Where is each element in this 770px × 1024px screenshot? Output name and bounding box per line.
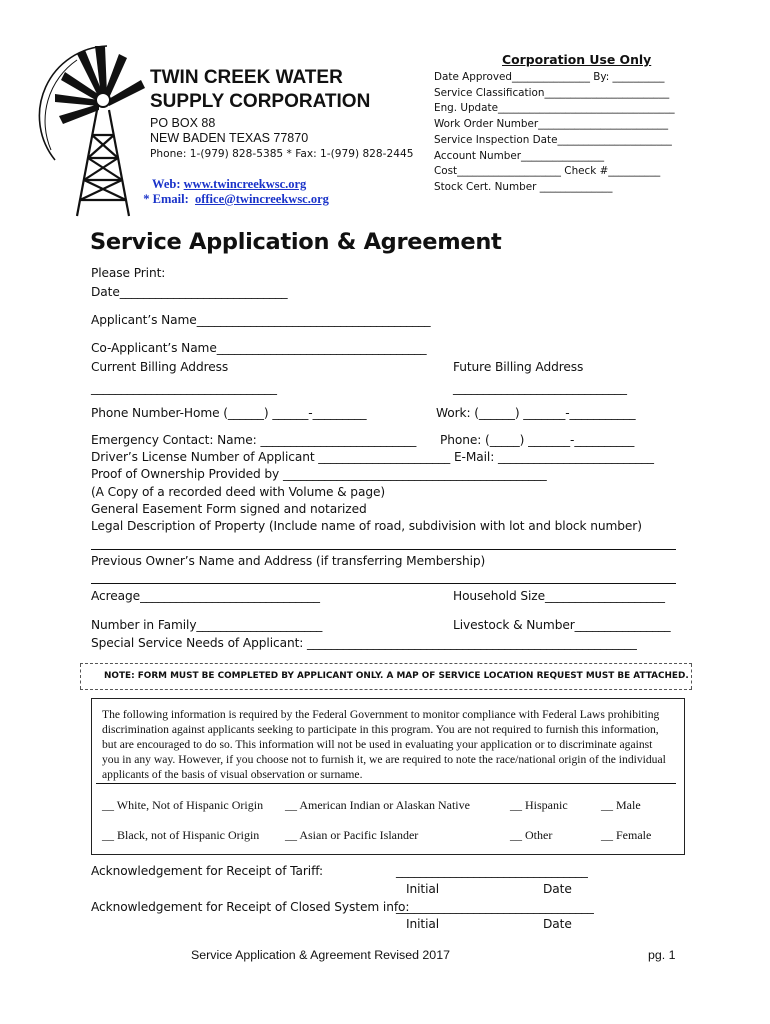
number-in-family-field[interactable]: Number in Family_____________________: [91, 618, 323, 632]
note-text: NOTE: FORM MUST BE COMPLETED BY APPLICANT ONLY. A MAP OF SERVICE LOCATION REQUEST MUST BE ATTACHED.: [104, 671, 689, 681]
org-po-box: PO BOX 88: [150, 116, 216, 130]
special-needs-field[interactable]: Special Service Needs of Applicant: _______________________________________________________: [91, 636, 637, 650]
livestock-field[interactable]: Livestock & Number________________: [453, 618, 671, 632]
org-name-line2: SUPPLY CORPORATION: [150, 91, 371, 112]
federal-info-text: The following information is required by the Federal Government to monitor compliance with Federal Laws prohibiting discrimination against applicants seeking to participate in this program. You are not required to furnish this information, but are encouraged to do so. This information will not be used in evaluating your application or to discriminate against you in any way. However, if you choose not to furnish it, we are required to note the race/national origin of the individual applicants of the basis of visual observation or surname.: [102, 708, 666, 781]
ack-tariff-initial-label: Initial: [406, 882, 440, 896]
corp-use-line: Service Inspection Date______________________: [434, 134, 672, 146]
corp-use-line: Service Classification________________________: [434, 87, 670, 99]
corp-use-line: Account Number________________: [434, 150, 605, 162]
corp-use-title: Corporation Use Only: [502, 52, 652, 67]
future-billing-label: Future Billing Address: [453, 360, 584, 374]
logo: [28, 22, 148, 200]
note-banner: [80, 663, 692, 690]
drivers-license-field[interactable]: Driver’s License Number of Applicant ______________________ E-Mail: __________________________: [91, 450, 654, 464]
option-american-indian[interactable]: __ American Indian or Alaskan Native: [285, 798, 470, 812]
please-print-label: Please Print:: [91, 266, 166, 280]
corp-use-line: Date Approved_______________ By: __________: [434, 71, 665, 83]
option-black[interactable]: __ Black, not of Hispanic Origin: [102, 828, 260, 842]
future-billing-field[interactable]: _____________________________: [453, 381, 627, 395]
emergency-contact-field[interactable]: Emergency Contact: Name: __________________________: [91, 433, 417, 447]
option-female[interactable]: __ Female: [601, 828, 652, 842]
legal-description-line[interactable]: [91, 549, 676, 550]
deed-copy-label: (A Copy of a recorded deed with Volume & page): [91, 485, 386, 499]
ack-closed-field[interactable]: _________________________________: [396, 900, 594, 914]
federal-divider: [96, 783, 676, 784]
org-city: NEW BADEN TEXAS 77870: [150, 131, 309, 145]
ack-tariff-field[interactable]: ________________________________: [396, 864, 588, 878]
ack-closed-label: Acknowledgement for Receipt of Closed System info:: [91, 900, 410, 914]
org-web-label: Web:: [152, 177, 184, 191]
previous-owner-label: Previous Owner’s Name and Address (if transferring Membership): [91, 554, 486, 568]
co-applicant-name-field[interactable]: Co-Applicant’s Name___________________________________: [91, 341, 427, 355]
ack-closed-initial-label: Initial: [406, 917, 440, 931]
household-size-field[interactable]: Household Size____________________: [453, 589, 665, 603]
current-billing-label: Current Billing Address: [91, 360, 229, 374]
option-hispanic[interactable]: __ Hispanic: [510, 798, 568, 812]
org-web-link[interactable]: www.twincreekwsc.org: [183, 177, 307, 191]
corp-use-line: Cost____________________ Check #__________: [434, 165, 661, 177]
corp-use-line: Work Order Number_________________________: [434, 118, 669, 130]
org-name-line1: TWIN CREEK WATER: [150, 67, 343, 88]
corp-use-line: Stock Cert. Number ______________: [434, 181, 613, 193]
phone-home-field[interactable]: Phone Number-Home (______) ______-_________: [91, 406, 367, 420]
ack-tariff-date-label: Date: [543, 882, 572, 896]
org-email-row: [137, 177, 329, 207]
option-male[interactable]: __ Male: [601, 798, 641, 812]
option-white[interactable]: __ White, Not of Hispanic Origin: [102, 798, 264, 812]
org-email-link[interactable]: office@twincreekwsc.org: [194, 192, 329, 206]
proof-ownership-field[interactable]: Proof of Ownership Provided by ____________________________________________: [91, 467, 547, 481]
acreage-field[interactable]: Acreage______________________________: [91, 589, 320, 603]
emergency-phone-field[interactable]: Phone: (_____) _______-__________: [440, 433, 635, 447]
date-field[interactable]: Date____________________________: [91, 285, 288, 299]
legal-description-label: Legal Description of Property (Include name of road, subdivision with lot and block number): [91, 519, 642, 533]
footer-revision: Service Application & Agreement Revised 2017: [191, 948, 450, 962]
current-billing-field[interactable]: _______________________________: [91, 381, 277, 395]
federal-info-box: [91, 698, 685, 855]
ack-closed-date-label: Date: [543, 917, 572, 931]
easement-label: General Easement Form signed and notarized: [91, 502, 367, 516]
work-phone-field[interactable]: Work: (______) _______-___________: [436, 406, 636, 420]
applicant-name-field[interactable]: Applicant’s Name_______________________________________: [91, 313, 431, 327]
org-phone-fax: Phone: 1-(979) 828-5385 * Fax: 1-(979) 828-2445: [150, 148, 414, 160]
footer-page-number: pg. 1: [648, 948, 676, 962]
option-asian[interactable]: __ Asian or Pacific Islander: [285, 828, 419, 842]
page-title: Service Application & Agreement: [90, 229, 502, 255]
ack-tariff-label: Acknowledgement for Receipt of Tariff:: [91, 864, 324, 878]
option-other[interactable]: __ Other: [510, 828, 553, 842]
previous-owner-line[interactable]: [91, 583, 676, 584]
corp-use-line: Eng. Update__________________________________: [434, 102, 675, 114]
org-email-label: * Email:: [143, 192, 195, 206]
